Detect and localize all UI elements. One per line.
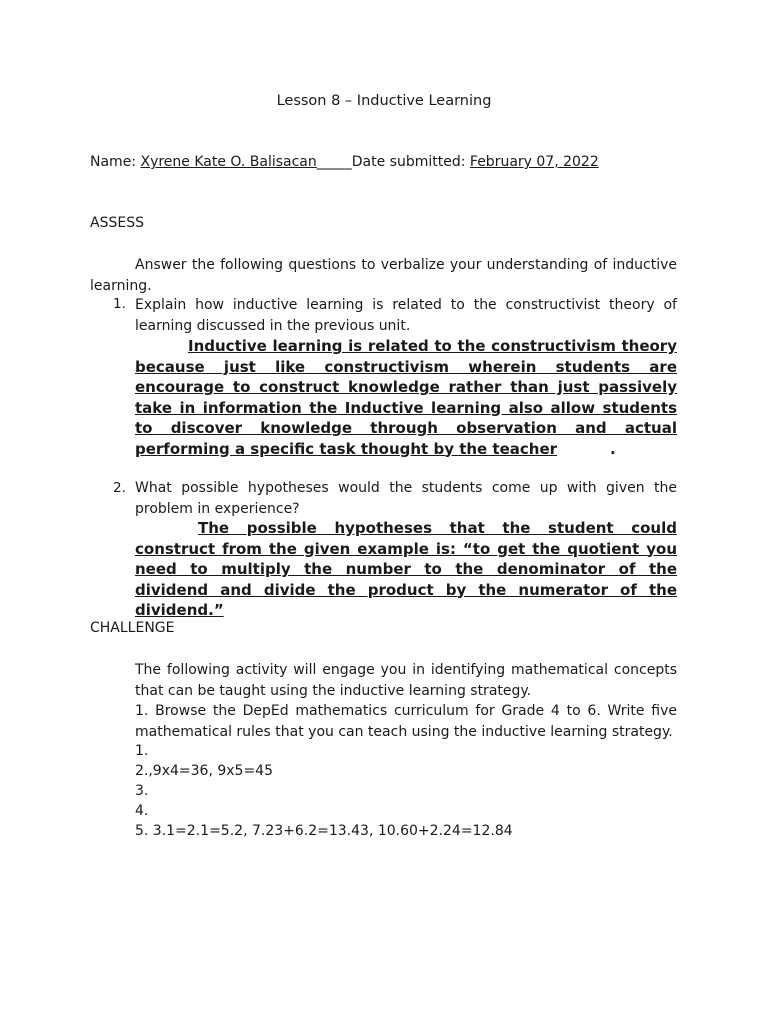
rule-line: 4. <box>135 803 149 819</box>
name-label: Name: <box>90 154 141 170</box>
date-label: Date submitted: <box>351 154 470 170</box>
question-2-number: 2. <box>113 480 126 496</box>
challenge-intro: The following activity will engage you in identifying mathematical concepts that can be taught using the inductive learning strategy. <box>135 662 677 699</box>
answer-1 <box>135 336 677 459</box>
question-1-text: Explain how inductive learning is related to the constructivist theory of learning discussed in the previous unit. <box>135 297 677 334</box>
name-date-line <box>90 154 599 170</box>
page-title: Lesson 8 – Inductive Learning <box>276 93 492 109</box>
rule-line: 2.,9x4=36, 9x5=45 <box>135 763 273 779</box>
question-1-number: 1. <box>113 296 126 312</box>
answer-1-main: Inductive learning is related to the constructivism theory because just like constructivism wherein students are encourage to construct knowledge rather than just passively take in information the Inductive learning also allow students to discover knowledge through observation and actual performing a specific task thought by the teacher <box>135 337 677 458</box>
rule-line: 1. <box>135 743 149 759</box>
rule-line: 3. <box>135 783 149 799</box>
assess-intro: Answer the following questions to verbalize your understanding of inductive learning. <box>90 257 677 294</box>
challenge-item-1: 1. Browse the DepEd mathematics curriculum for Grade 4 to 6. Write five mathematical rules that you can teach using the inductive learning strategy. <box>135 703 677 740</box>
rule-line: 5. 3.1=2.1=5.2, 7.23+6.2=13.43, 10.60+2.24=12.84 <box>135 823 513 839</box>
answer-2: The possible hypotheses that the student could construct from the given example is: “to get the quotient you need to multiply the number to the denominator of the dividend and divide the product by the numerator of the dividend.” <box>135 519 677 619</box>
question-2-text: What possible hypotheses would the students come up with given the problem in experience? <box>135 480 677 517</box>
date-submitted: February 07, 2022 <box>469 154 599 170</box>
student-name: Xyrene Kate O. Balisacan <box>140 154 317 170</box>
name-blank: _____ <box>316 154 352 170</box>
challenge-heading: CHALLENGE <box>90 620 175 636</box>
assess-heading: ASSESS <box>90 215 144 231</box>
answer-1-end: . <box>610 439 616 458</box>
